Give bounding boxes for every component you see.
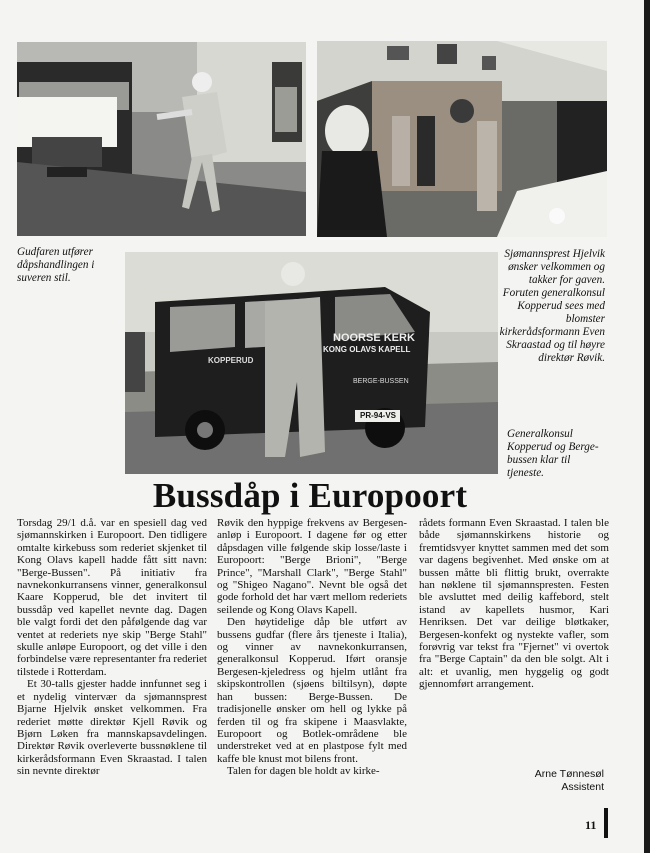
photo-christening (17, 42, 306, 236)
page-marker-bar (604, 808, 608, 838)
article-headline: Bussdåp i Europoort (152, 476, 468, 515)
license-plate: PR-94-VS (360, 411, 397, 420)
author-name: Arne Tønnesøl (534, 768, 604, 780)
bus-side-text: NOORSE KERK (333, 332, 415, 344)
caption-bottom: Generalkonsul Kopperud og Berge-bussen klar til tjeneste. (507, 428, 599, 479)
paragraph: Et 30-talls gjester hadde innfunnet seg i et nydelig vintervær da sjømannsprest Bjarne Hjelvik ønsket velkommen. Fra rederiet møtte direktør Kjell Røvik og Bjørn Løken fra mannskapsavdelingen. Direktør Røvik overleverte bussnøklene til kirkerådsformann Even Skraastad. I talen sin nevnte direktør (17, 678, 207, 778)
article-column-2 (217, 517, 407, 778)
article-column-1 (17, 517, 207, 778)
paragraph: Talen for dagen ble holdt av kirke- (227, 765, 380, 778)
caption-left: Gudfaren utfører dåpshandlingen i suveren stil. (17, 246, 95, 284)
article-column-3 (419, 517, 609, 691)
caption-right: Sjømannsprest Hjelvik ønsker velkommen og takker for gaven. Foruten generalkonsul Kopperud sees med blomster kirkerådsformann Even Skraastad og til høyre direktør Røvik. (499, 248, 605, 364)
bus-side-text-3: KOPPERUD (208, 356, 254, 365)
paragraph: Den høytidelige dåp ble utført av bussens gudfar (flere års tjeneste i Italia), og vinner av navnekonkurransen, generalkonsul Kopperud. Iført oransje Bergesen-kjeledress og hjelm utlånt fra skipskontrollen (sjøens biltilsyn), døpte han bussen: Berge-Bussen. De tradisjonelle ønsker om hell og lykke på ferden til og fra skipene i Maasvlakte, Europoort og Botlek-områdene ble understreket ved at en plastpose fylt med kaffe ble knust mot bilens front. (217, 616, 407, 765)
paragraph: Røvik den hyppige frekvens av Bergesen-anløp i Europoort. I dagene før og etter dåpsdagen ville følgende skip losse/laste i Europoort: "Berge Brioni", "Berge Prince", "Marshall Clark", "Berge Stahl" og "Shigeo Nagano". Nevnt ble også det gode forhold det har vært mellom rederiets seilende og Kong Olavs Kapell. (217, 517, 407, 616)
bus-brand-text: BERGE-BUSSEN (353, 378, 409, 385)
photo-bus (125, 252, 498, 474)
paragraph: Torsdag 29/1 d.å. var en spesiell dag ved sjømannskirken i Europoort. Den tidligere omtalte kirkebuss som rederiet skjenket til Kong Olavs kapell hadde fått sitt navn: "Berge-Bussen". På initiativ fra navnekonkurransens vinner, generalkonsul Kaare Kopperud, ble det invitert til bussdåp ved kapellet nevnte dag. Dagen ble valgt fordi det den påfølgende dag var ventet at rederiets nye skip "Berge Stahl" skulle anløpe Europoort, og det ville i den forbindelse være representanter fra rederiet tilstede i Rotterdam. (17, 517, 207, 678)
photo-reception (317, 41, 607, 237)
bus-side-text-2: KONG OLAVS KAPELL (323, 345, 411, 354)
author-signature (500, 768, 604, 794)
paragraph: rådets formann Even Skraastad. I talen ble både sjømannskirkens historie og fremtidsvyer knyttet sammen med det som var dagens begivenhet. Med ønske om at bussen måtte bli flittig brukt, overrakte han nøklene til sjømannspresten. Festen ble avsluttet med deilig kaffebord, stelt istand av kapellets husmor, Kari Henriksen. Det var deilige bløtkaker, Bergesen-konfekt og nystekte vafler, som forøvrig var tekst fra "Fjernet" vi overtok fra "Berge Captain" da den ble solgt. Alt i alt: et uvanlig, men hyggelig og godt gjennomført arrangement. (419, 517, 609, 691)
author-title: Assistent (561, 781, 604, 793)
page-number: 11 (585, 818, 597, 832)
page-edge-shadow (644, 0, 650, 853)
